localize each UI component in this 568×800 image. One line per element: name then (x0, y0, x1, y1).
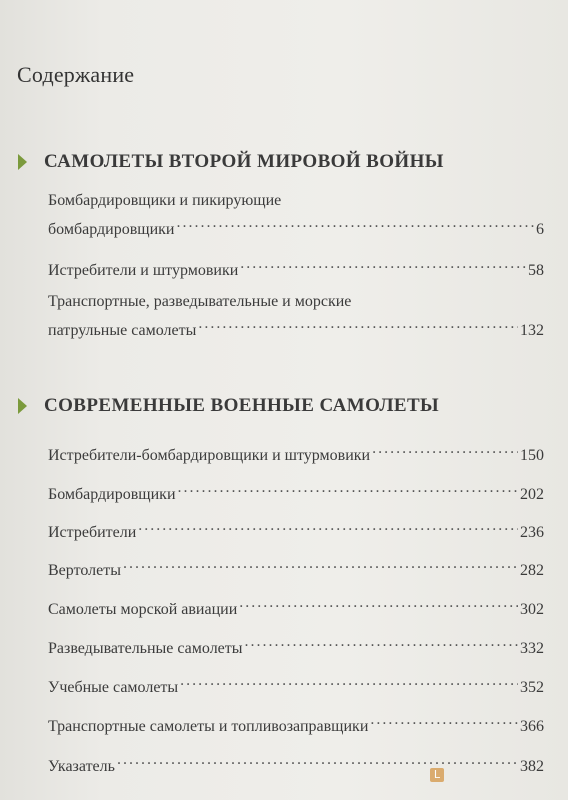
dot-leader (372, 438, 518, 460)
dot-leader (117, 749, 518, 771)
entry-first-line: Транспортные, разведывательные и морские (48, 293, 352, 310)
toc-entry[interactable] (48, 477, 544, 506)
toc-entry[interactable] (48, 291, 544, 342)
entry-label: Транспортные самолеты и топливозаправщики (48, 718, 369, 735)
page-number: 236 (520, 524, 544, 541)
page-number: 6 (536, 221, 544, 238)
section-header-ww2 (18, 150, 444, 174)
publisher-logo-icon: L (430, 768, 444, 782)
page-number: 132 (520, 322, 544, 339)
entry-label: Вертолеты (48, 562, 121, 579)
entry-label: Истребители-бомбардировщики и штурмовики (48, 447, 371, 464)
section-title: СОВРЕМЕННЫЕ ВОЕННЫЕ САМОЛЕТЫ (44, 395, 440, 416)
triangle-right-icon (18, 154, 27, 170)
page-number: 202 (520, 486, 544, 503)
toc-entry[interactable] (48, 515, 544, 544)
dot-leader (239, 592, 518, 614)
toc-entry[interactable] (48, 438, 544, 467)
dot-leader (180, 670, 518, 692)
entry-label: Истребители и штурмовики (48, 262, 239, 279)
page-number: 302 (520, 601, 544, 618)
triangle-right-icon (18, 398, 27, 414)
page-number: 332 (520, 640, 544, 657)
entry-first-line: Бомбардировщики и пикирующие (48, 192, 282, 209)
entry-label: Учебные самолеты (48, 679, 179, 696)
toc-title: Содержание (17, 62, 135, 87)
entry-label: Самолеты морской авиации (48, 601, 238, 618)
dot-leader (123, 553, 518, 575)
toc-entry[interactable] (48, 631, 544, 660)
page-number: 58 (528, 262, 544, 279)
toc-entry[interactable] (48, 190, 544, 241)
toc-entry[interactable] (48, 749, 544, 778)
dot-leader (240, 253, 526, 275)
toc-entry[interactable] (48, 670, 544, 699)
entry-label: Бомбардировщики (48, 486, 176, 503)
page-number: 150 (520, 447, 544, 464)
entry-label: Истребители (48, 524, 137, 541)
page-number: 282 (520, 562, 544, 579)
toc-entry[interactable] (48, 709, 544, 738)
dot-leader (370, 709, 518, 731)
entry-label: Указатель (48, 758, 115, 775)
dot-leader (245, 631, 518, 653)
toc-entry[interactable] (48, 553, 544, 582)
dot-leader (176, 212, 534, 234)
page-number: 352 (520, 679, 544, 696)
section-title: САМОЛЕТЫ ВТОРОЙ МИРОВОЙ ВОЙНЫ (44, 151, 444, 172)
entry-label: патрульные самолеты (48, 322, 197, 339)
entry-label: бомбардировщики (48, 221, 175, 238)
dot-leader (138, 515, 518, 537)
toc-entry[interactable] (48, 592, 544, 621)
page-number: 366 (520, 718, 544, 735)
entry-label: Разведывательные самолеты (48, 640, 243, 657)
section-header-modern (18, 394, 439, 418)
dot-leader (198, 313, 518, 335)
toc-entry[interactable] (48, 253, 544, 282)
dot-leader (178, 477, 518, 499)
page-number: 382 (520, 758, 544, 775)
